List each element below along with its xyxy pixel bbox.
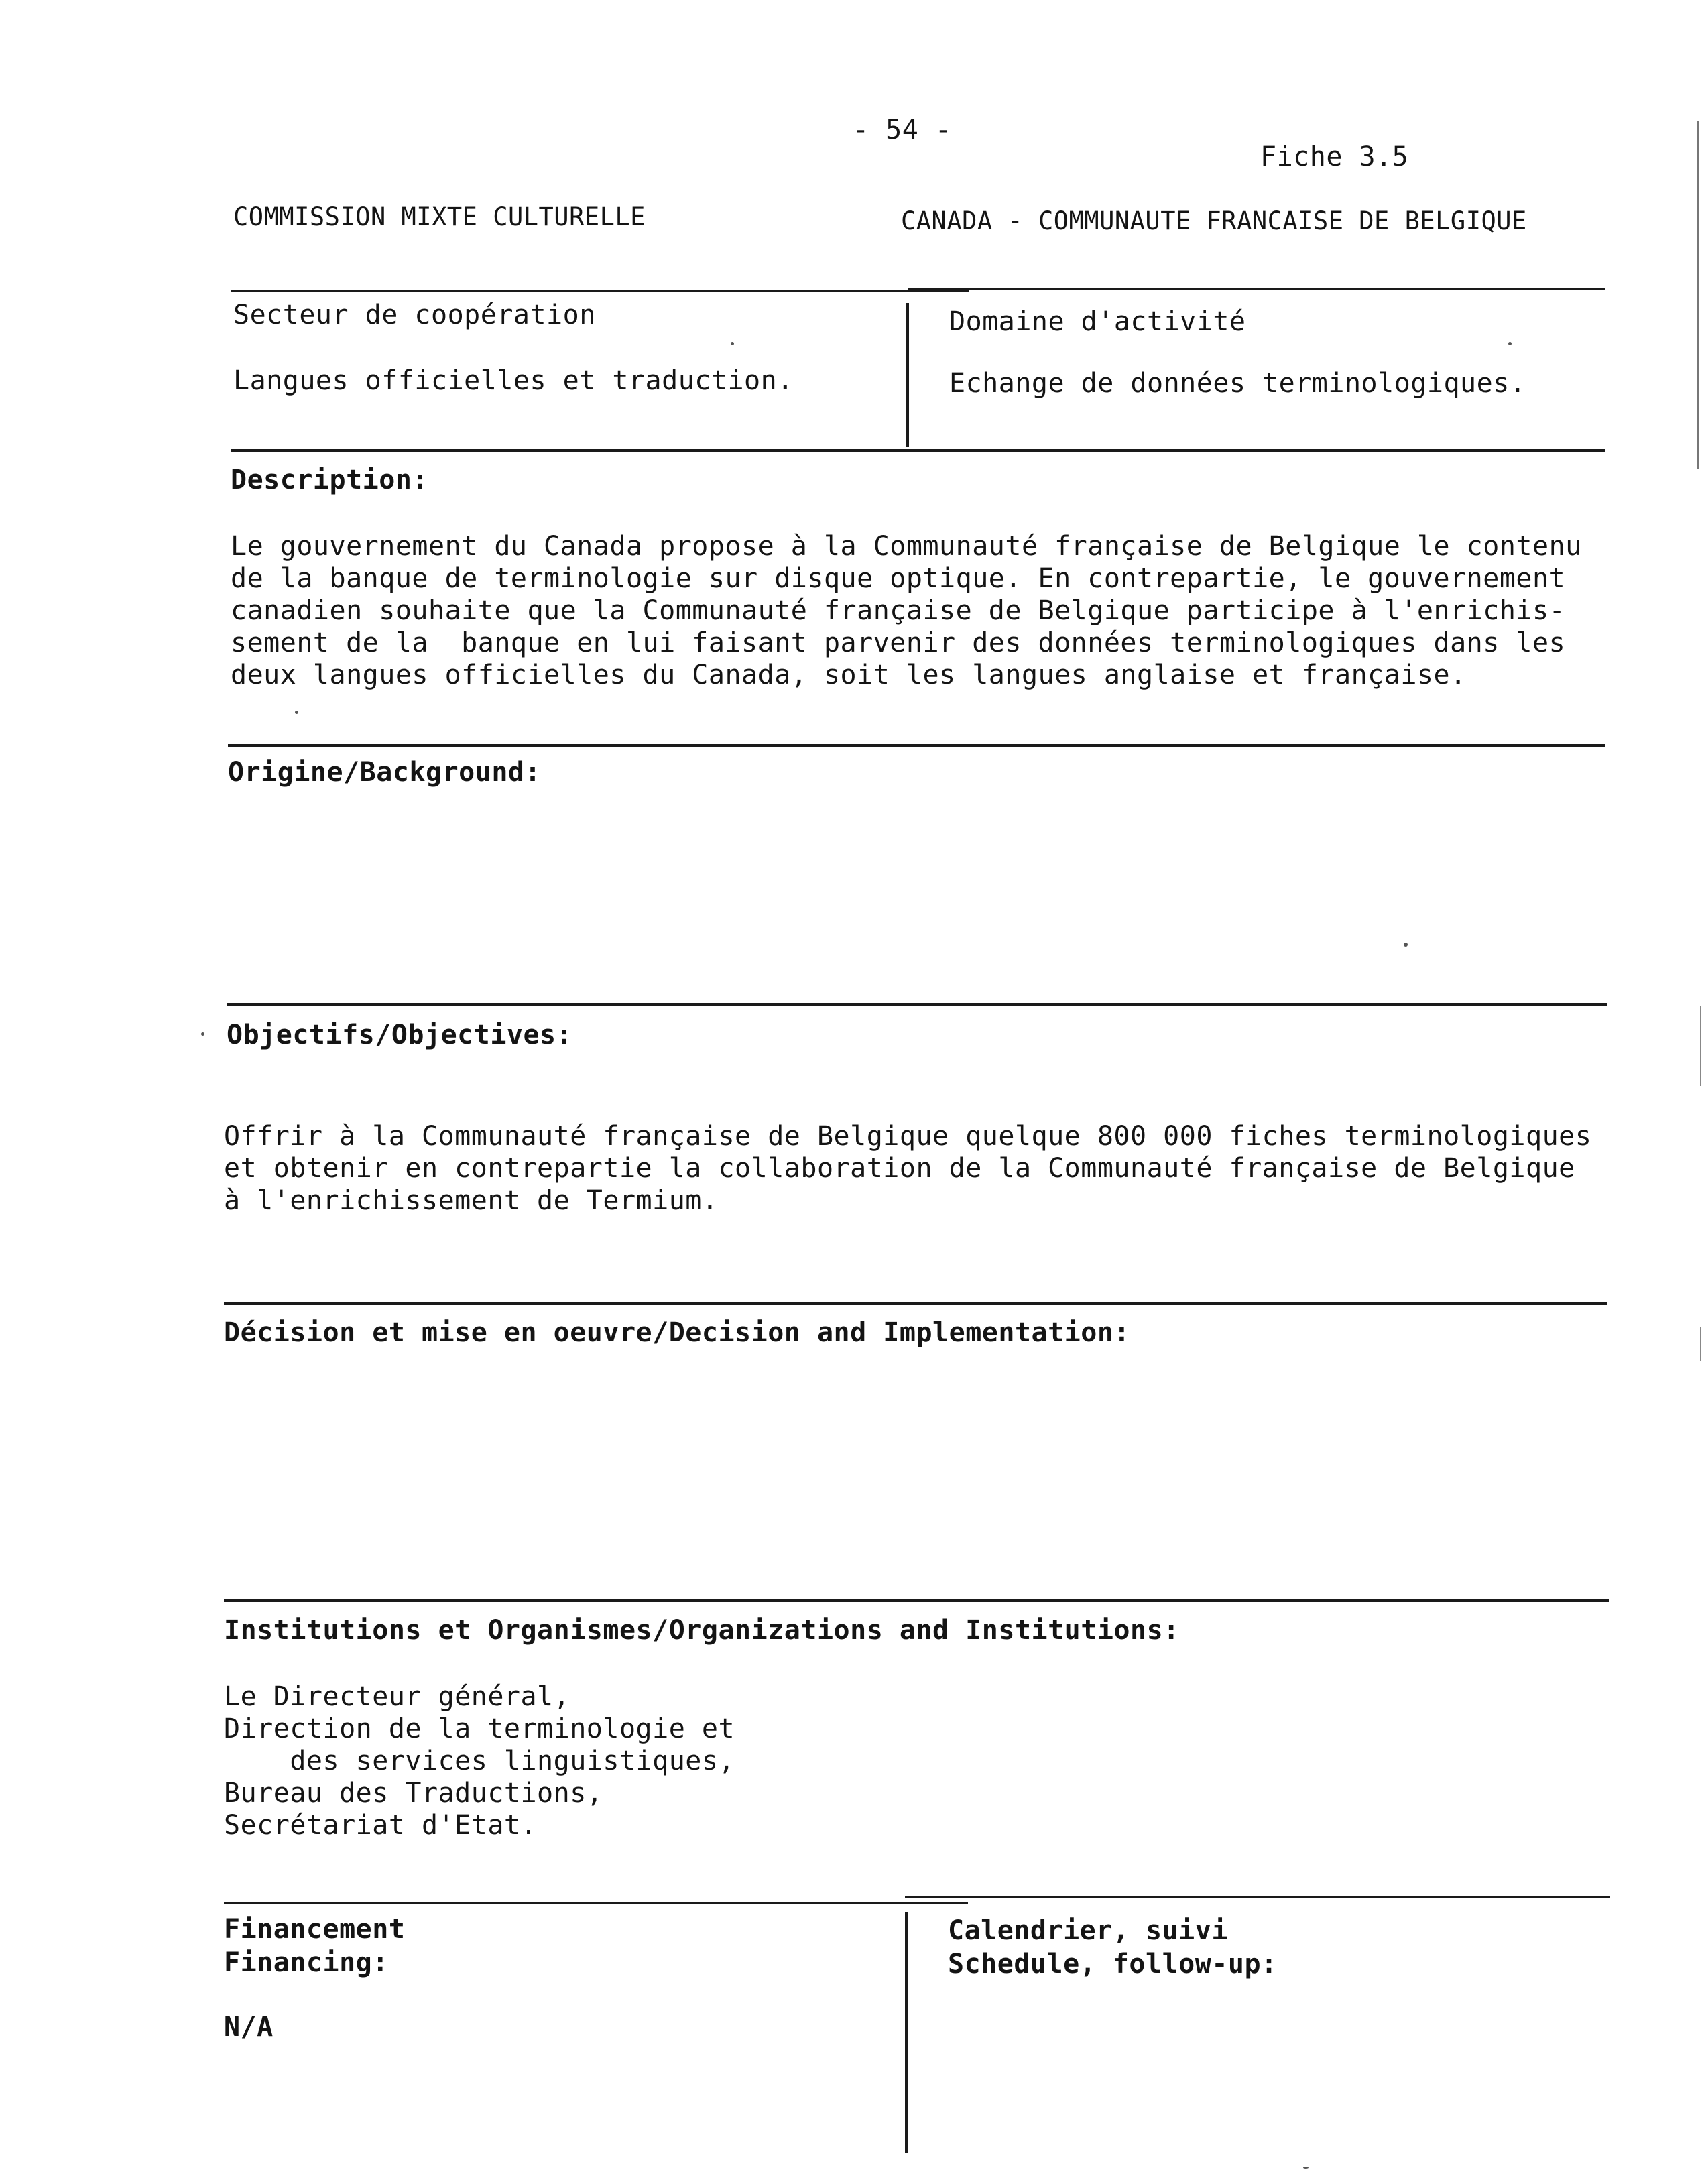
header-right-title: CANADA - COMMUNAUTE FRANCAISE DE BELGIQUE [901,206,1527,235]
financement-label-fr: Financement [224,1914,406,1945]
scan-speck [201,1032,204,1036]
objectifs-line-3: à l'enrichissement de Termium. [224,1185,719,1216]
institutions-line-4: Bureau des Traductions, [224,1778,603,1809]
rule-objectifs [227,1003,1607,1006]
page-number: - 54 - [853,115,952,145]
rule-calendrier [905,1896,1610,1898]
fiche-number: Fiche 3.5 [1260,141,1409,172]
scan-speck [731,342,734,345]
scan-speck [1508,342,1512,345]
scan-speck [1404,943,1408,947]
institutions-label: Institutions et Organismes/Organizations and Institutions: [224,1615,1180,1646]
description-label: Description: [231,465,428,495]
institutions-line-5: Secrétariat d'Etat. [224,1810,538,1841]
rule-financement [224,1902,968,1904]
rule-decision [224,1302,1607,1305]
scan-edge-line-lower [1700,1006,1701,1086]
financement-value: N/A [224,2012,273,2043]
objectifs-line-1: Offrir à la Communauté française de Belgique quelque 800 000 fiches terminologiques [224,1121,1592,1152]
scan-speck [295,711,298,714]
institutions-line-2: Direction de la terminologie et [224,1713,735,1744]
secteur-value: Langues officielles et traduction. [233,365,794,396]
divider-financement-calendrier [905,1912,908,2153]
calendrier-label-en: Schedule, follow-up: [948,1949,1278,1980]
rule-description [231,449,1605,452]
secteur-label: Secteur de coopération [233,300,596,330]
institutions-line-1: Le Directeur général, [224,1681,570,1712]
objectifs-label: Objectifs/Objectives: [227,1020,573,1050]
rule-top-domaine [908,288,1605,290]
objectifs-line-2: et obtenir en contrepartie la collaboration de la Communauté française de Belgique [224,1153,1575,1184]
scan-edge-line-bottom [1700,1327,1701,1361]
description-line-4: sement de la banque en lui faisant parvenir des données terminologiques dans les [231,627,1566,658]
scan-speck [1303,2167,1309,2169]
calendrier-label-fr: Calendrier, suivi [948,1915,1228,1946]
description-line-3: canadien souhaite que la Communauté française de Belgique participe à l'enrichis- [231,595,1566,626]
rule-top-secteur [231,290,969,292]
rule-institutions [224,1599,1609,1602]
domaine-label: Domaine d'activité [949,306,1246,337]
financement-label-en: Financing: [224,1947,389,1978]
scan-edge-line [1697,121,1699,469]
institutions-line-3: des services linguistiques, [224,1746,735,1776]
origine-label: Origine/Background: [228,757,542,788]
domaine-value: Echange de données terminologiques. [949,368,1526,399]
rule-origine [228,744,1605,747]
description-line-2: de la banque de terminologie sur disque optique. En contrepartie, le gouvernement [231,563,1566,594]
decision-label: Décision et mise en oeuvre/Decision and Implementation: [224,1317,1131,1348]
divider-secteur-domaine [906,303,909,447]
description-line-1: Le gouvernement du Canada propose à la Communauté française de Belgique le contenu [231,531,1582,562]
description-line-5: deux langues officielles du Canada, soit les langues anglaise et française. [231,660,1467,690]
header-left-title: COMMISSION MIXTE CULTURELLE [233,202,646,231]
